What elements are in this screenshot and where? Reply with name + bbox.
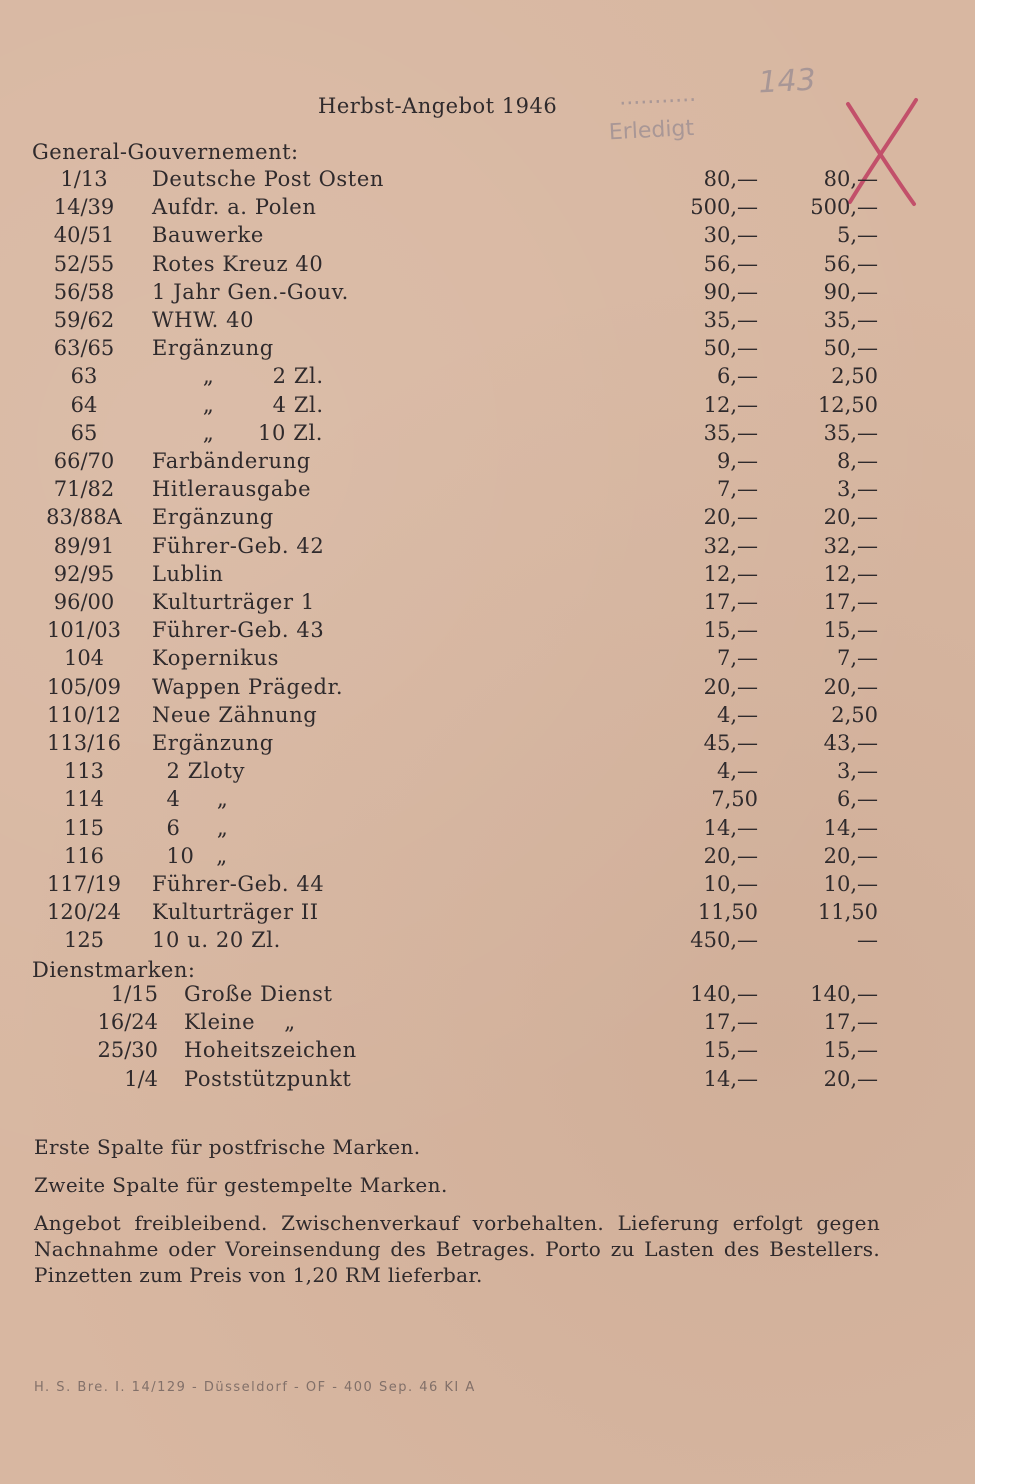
table-row xyxy=(0,334,975,362)
item-name: Kulturträger II xyxy=(152,900,319,925)
price-mint: 450,— xyxy=(690,928,758,953)
item-number: 63/65 xyxy=(53,336,115,361)
table-row xyxy=(0,870,975,898)
price-mint: 7,— xyxy=(716,646,758,671)
price-used: 5,— xyxy=(836,223,878,248)
price-used: 15,— xyxy=(823,618,878,643)
table-row xyxy=(0,560,975,588)
price-used: 3,— xyxy=(836,759,878,784)
price-mint: 17,— xyxy=(703,590,758,614)
table-row xyxy=(0,814,975,842)
item-number: 52/55 xyxy=(53,251,115,276)
item-name: WHW. 40 xyxy=(152,308,255,332)
item-number: 114 xyxy=(63,787,105,812)
note-gestempelt: Zweite Spalte für gestempelte Marken. xyxy=(34,1173,448,1197)
price-mint: 15,— xyxy=(703,618,758,643)
item-name: Hitlerausgabe xyxy=(152,477,312,502)
item-number: 1/13 xyxy=(60,167,108,191)
price-mint: 20,— xyxy=(703,674,758,699)
item-name: Ergänzung xyxy=(152,731,274,755)
price-mint: 80,— xyxy=(703,167,758,191)
price-used: 12,50 xyxy=(817,392,878,417)
price-used: 500,— xyxy=(810,195,878,220)
price-mint: 500,— xyxy=(690,195,758,220)
table-row xyxy=(0,391,975,419)
table-row xyxy=(0,475,975,503)
item-name: Bauwerke xyxy=(152,223,264,248)
price-used: 35,— xyxy=(823,420,878,445)
item-name: Führer-Geb. 42 xyxy=(152,533,325,558)
item-number: 16/24 xyxy=(97,1010,158,1035)
item-number: 96/00 xyxy=(53,590,115,614)
price-mint: 20,— xyxy=(703,843,758,868)
table-row xyxy=(0,165,975,193)
price-used: 14,— xyxy=(823,815,878,840)
price-used: 12,— xyxy=(823,561,878,586)
price-used: 11,50 xyxy=(817,900,878,925)
item-number: 116 xyxy=(63,843,105,868)
price-used: 140,— xyxy=(810,982,878,1006)
price-mint: 35,— xyxy=(703,420,758,445)
table-row xyxy=(0,221,975,249)
table-row xyxy=(0,842,975,870)
price-used: 20,— xyxy=(823,843,878,868)
stamp-erledigt: Erledigt xyxy=(608,115,695,146)
item-name: Wappen Prägedr. xyxy=(152,674,344,699)
item-number: 117/19 xyxy=(47,872,121,896)
item-name: 10 u. 20 Zl. xyxy=(152,928,281,953)
price-used: 20,— xyxy=(823,1066,878,1091)
price-mint: 50,— xyxy=(703,336,758,361)
item-number: 101/03 xyxy=(47,618,121,643)
item-number: 89/91 xyxy=(53,533,115,558)
table-row xyxy=(0,278,975,306)
item-name: Farbänderung xyxy=(152,449,311,473)
note-terms: Angebot freibleibend. Zwischenverkauf vorbehalten. Lieferung erfolgt gegen Nachnahme oder Voreinsendung des Betrages. Porto zu Lasten des Bestellers. Pinzetten zum Preis von 1,20 RM lieferbar. xyxy=(34,1211,880,1287)
item-name: Rotes Kreuz 40 xyxy=(152,251,324,276)
stamp-number: 143 xyxy=(757,62,817,101)
item-name: 4 „ xyxy=(152,787,229,812)
table-row xyxy=(0,306,975,334)
table-row xyxy=(0,447,975,475)
table-row xyxy=(0,757,975,785)
price-mint: 14,— xyxy=(703,815,758,840)
item-number: 71/82 xyxy=(53,477,115,502)
table-row xyxy=(0,1036,975,1064)
item-name: Kulturträger 1 xyxy=(152,590,315,614)
price-used: 80,— xyxy=(823,167,878,191)
price-mint: 6,— xyxy=(716,364,758,389)
item-name: Lublin xyxy=(152,561,224,586)
item-name: Deutsche Post Osten xyxy=(152,167,384,191)
price-used: 10,— xyxy=(823,872,878,896)
price-used: 2,50 xyxy=(831,702,878,727)
price-used: 17,— xyxy=(823,590,878,614)
item-number: 66/70 xyxy=(53,449,115,473)
item-number: 120/24 xyxy=(47,900,121,925)
price-mint: 10,— xyxy=(703,872,758,896)
price-used: — xyxy=(857,928,878,953)
table-row xyxy=(0,729,975,757)
item-number: 1/15 xyxy=(110,982,158,1006)
item-number: 115 xyxy=(63,815,105,840)
item-number: 64 xyxy=(70,392,98,417)
table-row xyxy=(0,503,975,531)
item-number: 83/88A xyxy=(46,505,122,530)
price-used: 90,— xyxy=(823,279,878,304)
table-row xyxy=(0,1008,975,1036)
section-general-gouvernement: General-Gouvernement: xyxy=(32,140,299,164)
table-row xyxy=(0,588,975,616)
item-number: 56/58 xyxy=(53,279,115,304)
price-mint: 7,— xyxy=(716,477,758,502)
item-number: 14/39 xyxy=(53,195,115,220)
price-used: 43,— xyxy=(823,731,878,755)
table-row xyxy=(0,1065,975,1093)
item-name: Führer-Geb. 44 xyxy=(152,872,325,896)
note-postfrisch: Erste Spalte für postfrische Marken. xyxy=(34,1135,421,1159)
table-row xyxy=(0,532,975,560)
price-mint: 140,— xyxy=(690,982,758,1006)
item-name: 1 Jahr Gen.-Gouv. xyxy=(152,279,349,304)
table-row xyxy=(0,419,975,447)
item-name: 6 „ xyxy=(152,815,229,840)
price-mint: 20,— xyxy=(703,505,758,530)
price-mint: 90,— xyxy=(703,279,758,304)
price-mint: 56,— xyxy=(703,251,758,276)
item-number: 113/16 xyxy=(47,731,121,755)
item-name: „ 2 Zl. xyxy=(152,364,324,389)
received-stamp xyxy=(598,62,861,155)
table-row xyxy=(0,701,975,729)
item-number: 125 xyxy=(63,928,105,953)
price-mint: 30,— xyxy=(703,223,758,248)
printer-imprint: H. S. Bre. I. 14/129 - Düsseldorf - OF - 400 Sep. 46 KI A xyxy=(34,1380,476,1395)
item-name: Kleine „ xyxy=(184,1010,296,1035)
price-mint: 17,— xyxy=(703,1010,758,1035)
price-used: 56,— xyxy=(823,251,878,276)
price-mint: 11,50 xyxy=(697,900,758,925)
price-mint: 14,— xyxy=(703,1066,758,1091)
item-number: 40/51 xyxy=(53,223,115,248)
item-number: 25/30 xyxy=(97,1038,158,1063)
table-row xyxy=(0,250,975,278)
table-row xyxy=(0,193,975,221)
price-mint: 9,— xyxy=(716,449,758,473)
item-name: „ 10 Zl. xyxy=(152,420,324,445)
table-row xyxy=(0,785,975,813)
item-name: Große Dienst xyxy=(184,982,333,1006)
item-name: Ergänzung xyxy=(152,336,274,361)
price-mint: 45,— xyxy=(703,731,758,755)
price-mint: 12,— xyxy=(703,561,758,586)
item-name: Ergänzung xyxy=(152,505,274,530)
item-number: 92/95 xyxy=(53,561,115,586)
item-number: 59/62 xyxy=(53,308,115,332)
item-number: 65 xyxy=(70,420,98,445)
item-name: Führer-Geb. 43 xyxy=(152,618,325,643)
table-row xyxy=(0,673,975,701)
price-mint: 4,— xyxy=(716,759,758,784)
price-mint: 12,— xyxy=(703,392,758,417)
price-used: 32,— xyxy=(823,533,878,558)
page-title: Herbst-Angebot 1946 xyxy=(318,94,558,118)
item-number: 113 xyxy=(63,759,105,784)
item-name: Kopernikus xyxy=(152,646,279,671)
item-name: Aufdr. a. Polen xyxy=(152,195,317,220)
stamp-line: ........... xyxy=(618,81,697,111)
table-row xyxy=(0,898,975,926)
item-number: 104 xyxy=(63,646,105,671)
price-mint: 15,— xyxy=(703,1038,758,1063)
price-mint: 7,50 xyxy=(711,787,758,812)
table-row xyxy=(0,616,975,644)
price-mint: 32,— xyxy=(703,533,758,558)
item-number: 105/09 xyxy=(47,674,121,699)
price-used: 6,— xyxy=(836,787,878,812)
price-used: 50,— xyxy=(823,336,878,361)
section-dienstmarken: Dienstmarken: xyxy=(32,958,196,982)
item-number: 1/4 xyxy=(124,1066,158,1091)
table-row xyxy=(0,926,975,954)
price-used: 2,50 xyxy=(831,364,878,389)
item-name: 10 „ xyxy=(152,843,228,868)
item-name: 2 Zloty xyxy=(152,759,246,784)
price-used: 20,— xyxy=(823,505,878,530)
table-row xyxy=(0,644,975,672)
price-used: 20,— xyxy=(823,674,878,699)
item-name: Poststützpunkt xyxy=(184,1066,352,1091)
price-used: 35,— xyxy=(823,308,878,332)
price-used: 17,— xyxy=(823,1010,878,1035)
item-name: Neue Zähnung xyxy=(152,702,318,727)
price-used: 8,— xyxy=(836,449,878,473)
item-name: „ 4 Zl. xyxy=(152,392,324,417)
price-mint: 4,— xyxy=(716,702,758,727)
price-mint: 35,— xyxy=(703,308,758,332)
item-name: Hoheitszeichen xyxy=(184,1038,357,1063)
item-number: 110/12 xyxy=(47,702,121,727)
item-number: 63 xyxy=(70,364,98,389)
table-row xyxy=(0,980,975,1008)
price-used: 3,— xyxy=(836,477,878,502)
table-row xyxy=(0,362,975,390)
price-used: 15,— xyxy=(823,1038,878,1063)
price-used: 7,— xyxy=(836,646,878,671)
